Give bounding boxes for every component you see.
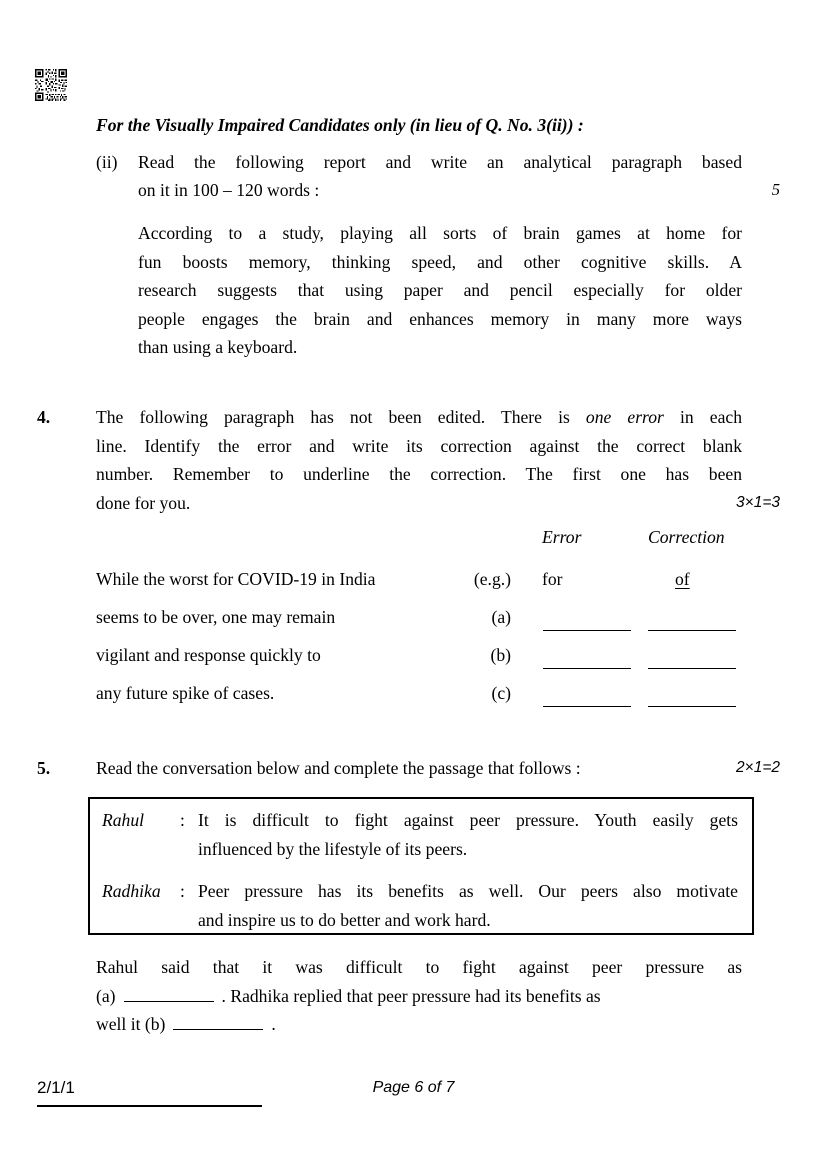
q4-line1-emphasis: one error	[585, 407, 664, 427]
table-header-error: Error	[542, 527, 582, 547]
table-row-error-value: for	[542, 569, 563, 589]
table-row-correction-value: of	[675, 569, 690, 589]
question-4-line3: number. Remember to underline the correction. The first one has been	[96, 464, 742, 484]
passage-line1: Rahul said that it was difficult to fight against peer pressure as	[96, 957, 742, 977]
conversation-line: and inspire us to do better and work hard.	[198, 909, 491, 930]
passage-line3	[96, 1010, 276, 1039]
vi-report-line1: According to a study, playing all sorts of brain games at home for	[138, 223, 742, 243]
conversation-line: influenced by the lifestyle of its peers.	[198, 838, 468, 859]
conversation-colon: :	[180, 881, 185, 901]
vi-report-line5: than using a keyboard.	[138, 337, 298, 357]
question-4-line1	[96, 403, 742, 432]
question-4-number: 4.	[37, 407, 51, 427]
vi-instruction-line1: Read the following report and write an analytical paragraph based	[138, 152, 742, 172]
question-5-marks: 2×1=2	[736, 759, 780, 776]
vi-report-line2: fun boosts memory, thinking speed, and other cognitive skills. A	[138, 252, 742, 272]
passage-line3-rest: .	[271, 1014, 276, 1034]
question-4-line4: done for you.	[96, 493, 191, 513]
question-5-instruction: Read the conversation below and complete the passage that follows :	[96, 758, 581, 778]
question-4-line2: line. Identify the error and write its correction against the correct blank	[96, 436, 742, 456]
table-row-error-blank[interactable]	[543, 668, 631, 669]
table-row-label: (c)	[491, 683, 511, 703]
conversation-utterance	[198, 877, 738, 934]
passage-blank-a-label: (a)	[96, 986, 116, 1006]
footer-divider	[37, 1105, 262, 1107]
conversation-colon: :	[180, 810, 185, 830]
table-row-error-blank[interactable]	[543, 630, 631, 631]
table-row-label: (e.g.)	[473, 569, 511, 589]
vi-report-line4: people engages the brain and enhances memory in many more ways	[138, 309, 742, 329]
conversation-speaker-name: Rahul	[102, 810, 145, 830]
paper-code: 2/1/1	[37, 1078, 75, 1097]
passage-line2	[96, 982, 601, 1011]
conversation-utterance	[198, 806, 738, 863]
table-row-correction-blank[interactable]	[648, 706, 736, 707]
table-header-correction: Correction	[648, 527, 725, 547]
table-row-label: (a)	[491, 607, 511, 627]
table-row-sentence: While the worst for COVID-19 in India	[96, 569, 376, 589]
vi-item-number: (ii)	[96, 152, 118, 172]
vi-marks: 5	[771, 180, 780, 199]
table-row-sentence: any future spike of cases.	[96, 683, 275, 703]
conversation-box	[88, 797, 754, 935]
table-row-sentence: vigilant and response quickly to	[96, 645, 321, 665]
question-5-number: 5.	[37, 758, 51, 778]
passage-blank-a[interactable]	[124, 987, 214, 1002]
table-row-correction-blank[interactable]	[648, 630, 736, 631]
table-row-error-blank[interactable]	[543, 706, 631, 707]
conversation-line: It is difficult to fight against peer pressure. Youth easily gets	[198, 810, 738, 830]
table-row-label: (b)	[490, 645, 511, 665]
passage-blank-b[interactable]	[173, 1015, 263, 1030]
vi-report-line3: research suggests that using paper and pencil especially for older	[138, 280, 742, 300]
vi-candidates-heading: For the Visually Impaired Candidates only (in lieu of Q. No. 3(ii)) :	[96, 115, 584, 135]
conversation-speaker-name: Radhika	[102, 881, 161, 901]
passage-line2-rest: . Radhika replied that peer pressure had its benefits as	[221, 986, 601, 1006]
table-row-sentence: seems to be over, one may remain	[96, 607, 336, 627]
page-number: Page 6 of 7	[372, 1079, 455, 1096]
q4-line1-part-a: The following paragraph has not been edited. There is	[96, 407, 586, 427]
passage-blank-b-label: well it (b)	[96, 1014, 166, 1034]
vi-instruction-line2: on it in 100 – 120 words :	[138, 180, 320, 200]
conversation-line: Peer pressure has its benefits as well. Our peers also motivate	[198, 881, 738, 901]
qr-code-icon	[34, 68, 68, 102]
q4-line1-part-b: in each	[663, 407, 742, 427]
table-row-correction-blank[interactable]	[648, 668, 736, 669]
question-4-marks: 3×1=3	[736, 494, 780, 511]
